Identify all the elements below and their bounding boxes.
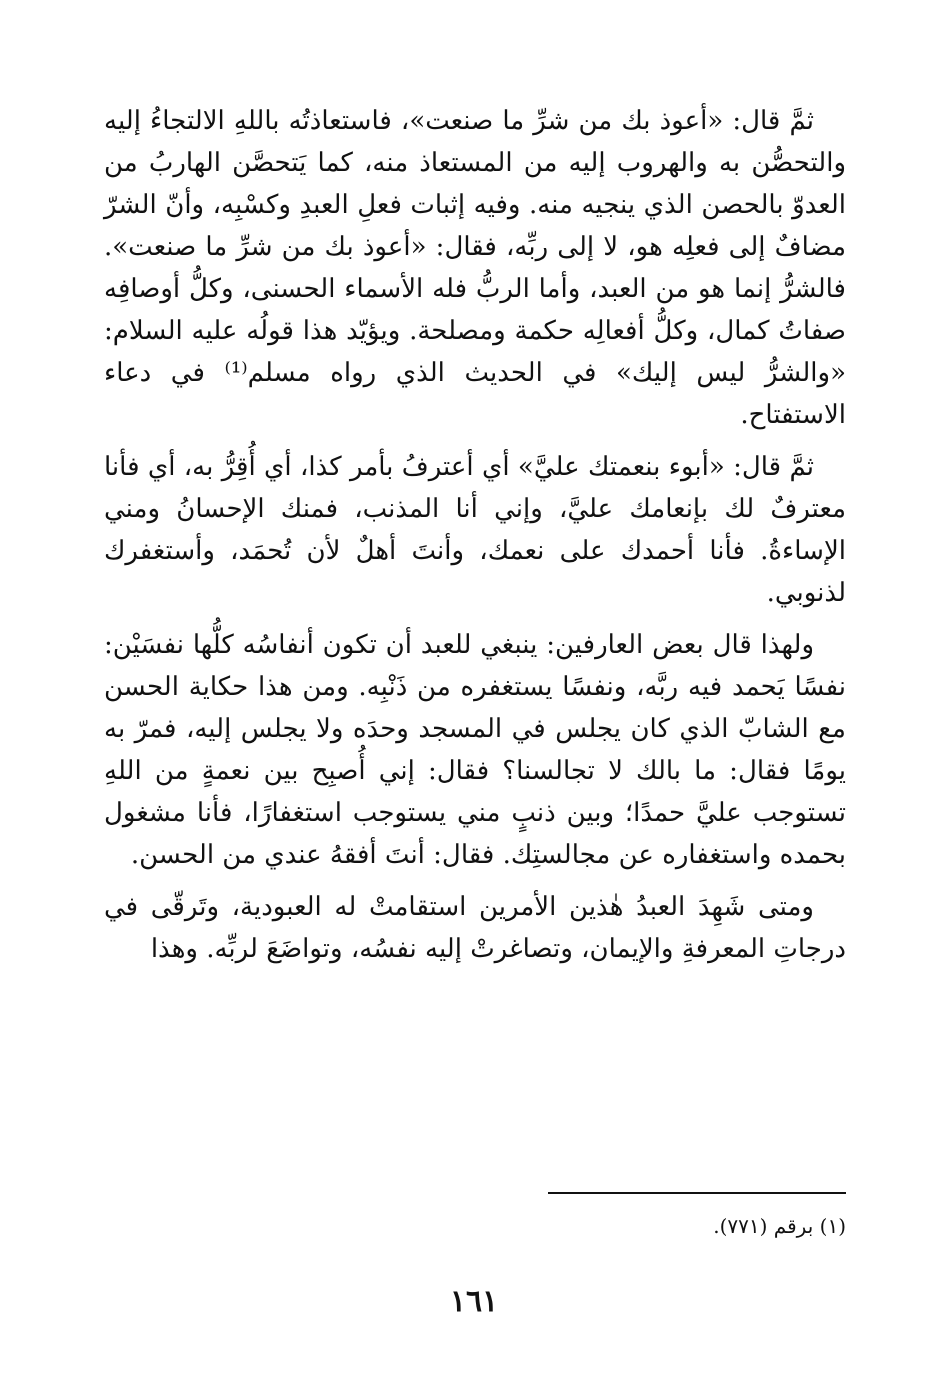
paragraph-1: ثمَّ قال: «أعوذ بك من شرِّ ما صنعت»، فاستعاذتُه باللهِ الالتجاءُ إليه والتحصُّن به والهروب إليه من المستعاذ منه، كما يَتحصَّن الهاربُ من العدوّ بالحصن الذي ينجيه منه. وفيه إثبات فعلِ العبدِ وكسْبِه، وأنّ الشرّ مضافٌ إلى فعلِه هو، لا إلى ربِّه، فقال: «أعوذ بك من شرِّ ما صنعت». فالشرُّ إنما هو من العبد، وأما الربُّ فله الأسماء الحسنى، وكلُّ أوصافِه صفاتُ كمال، وكلُّ أفعالِه حكمة ومصلحة. ويؤيّد هذا قولُه عليه السلام: «والشرُّ ليس إليك» في الحديث الذي رواه مسلم⁽¹⁾ في دعاء الاستفتاح. [104, 106, 846, 430]
page-number: ١٦١ [449, 1284, 499, 1319]
paragraph-4: ومتى شَهِدَ العبدُ هٰذين الأمرين استقامتْ له العبودية، وتَرقّى في درجاتِ المعرفةِ والإيمان، وتصاغرتْ إليه نفسُه، وتواضَعَ لربِّه. وهذا [104, 892, 846, 964]
footnote-divider [548, 1192, 846, 1194]
footnote: (١) برقم (٧٧١). [713, 1214, 846, 1238]
paragraph-2: ثمَّ قال: «أبوء بنعمتك عليَّ» أي أعترفُ بأمر كذا، أي أُقِرُّ به، أي فأنا معترفٌ لك بإنعامك عليَّ، وإني أنا المذنب، فمنك الإحسانُ ومني الإساءةُ. فأنا أحمدك على نعمك، وأنتَ أهلٌ لأن تُحمَد، وأستغفرك لذنوبي. [104, 452, 846, 608]
body-text [104, 100, 846, 970]
paragraph-3: ولهذا قال بعض العارفين: ينبغي للعبد أن تكون أنفاسُه كلُّها نفسَيْن: نفسًا يَحمد فيه ربَّه، ونفسًا يستغفره من ذَنْبِه. ومن هذا حكاية الحسن مع الشابّ الذي كان يجلس في المسجد وحدَه ولا يجلس إليه، فمرّ به يومًا فقال: ما بالك لا تجالسنا؟ فقال: إني أُصبِح بين نعمةٍ من اللهِ تستوجب عليَّ حمدًا؛ وبين ذنبٍ مني يستوجب استغفارًا، فأنا مشغول بحمده واستغفاره عن مجالستِك. فقال: أنتَ أفقهُ عندي من الحسن. [104, 630, 846, 870]
